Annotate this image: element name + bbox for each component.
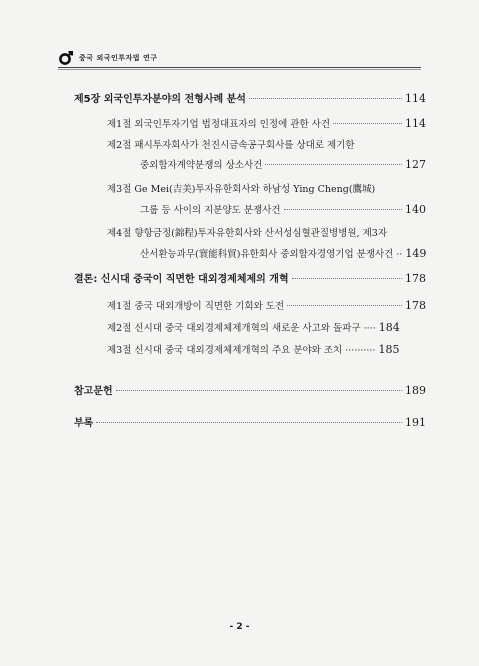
toc-ch5-section-1-page: 114 — [405, 117, 426, 130]
running-header — [58, 50, 158, 66]
header-title: 중국 외국인투자법 연구 — [79, 54, 158, 62]
toc-ch5-section-4-line1[interactable]: 제4절 향항금정(錦程)투자유한회사와 산서성심혈관질병병원, 제3자 — [107, 228, 388, 239]
header-divider — [58, 67, 421, 70]
toc-chapter-5[interactable] — [74, 90, 426, 105]
toc-ch5-section-3-title: 그룹 등 사이의 지분양도 분쟁사건 — [140, 205, 281, 216]
toc-appendix-page: 191 — [405, 416, 426, 429]
toc-ch5-section-3[interactable] — [140, 202, 426, 216]
toc-ch5-section-4[interactable] — [140, 246, 426, 260]
leader-dots — [116, 389, 402, 391]
toc-conclusion-section-3-title: 제3절 신시대 중국 대외경제체제개혁의 주요 분야와 조치 ·········· — [107, 345, 376, 356]
toc-references-page: 189 — [405, 384, 426, 397]
toc-conclusion-page: 178 — [405, 272, 426, 285]
leader-dots — [292, 277, 402, 279]
toc-conclusion[interactable] — [74, 270, 426, 285]
leader-dots — [96, 421, 402, 423]
toc-conclusion-section-2-title: 제2절 신시대 중국 대외경제체제개혁의 새로운 사고와 돌파구 ···· — [107, 323, 376, 334]
page-number: - 2 - — [229, 622, 250, 632]
toc-references-title: 참고문헌 — [74, 386, 113, 397]
leader-dots — [287, 304, 402, 306]
leader-dots — [265, 163, 402, 165]
gender-symbol-icon — [58, 50, 74, 66]
toc-appendix-title: 부록 — [74, 418, 94, 429]
toc-conclusion-section-3[interactable] — [107, 342, 426, 356]
toc-chapter-5-page: 114 — [405, 92, 426, 105]
toc-ch5-section-1-title: 제1절 외국인투자기업 법정대표자의 인정에 관한 사건 — [107, 119, 331, 130]
toc-chapter-5-title: 제5장 외국인투자분야의 전형사례 분석 — [74, 94, 246, 105]
toc-ch5-section-2[interactable] — [140, 157, 426, 171]
toc-ch5-section-4-page: 149 — [405, 247, 427, 260]
toc-ch5-section-2-line1[interactable]: 제2절 패시투자회사가 천진시금속공구회사를 상대로 제기한 — [107, 140, 355, 151]
toc-conclusion-section-1[interactable] — [107, 298, 426, 312]
toc-ch5-section-3-line1[interactable]: 제3절 Ge Mei(吉美)투자유한회사와 하남성 Ying Cheng(鷹城) — [107, 184, 376, 195]
toc-ch5-section-3-page: 140 — [405, 203, 426, 216]
toc-conclusion-section-2[interactable] — [107, 320, 426, 334]
toc-conclusion-title: 결론: 신시대 중국이 직면한 대외경제체제의 개혁 — [74, 274, 289, 285]
toc-ch5-section-4-title: 산서환능과무(寰能科貿)유한회사 중외합자경영기업 분쟁사건 ·· — [140, 249, 403, 260]
leader-dots — [333, 122, 402, 124]
toc-conclusion-section-1-page: 178 — [405, 299, 426, 312]
toc-conclusion-section-2-page: 184 — [378, 321, 400, 334]
leader-dots — [284, 208, 402, 210]
toc-references[interactable] — [74, 382, 426, 397]
toc-ch5-section-2-page: 127 — [405, 158, 426, 171]
toc-ch5-section-1[interactable] — [107, 116, 426, 130]
toc-ch5-section-2-title: 중외합자계약분쟁의 상소사건 — [140, 160, 263, 171]
toc-conclusion-section-1-title: 제1절 중국 대외개방이 직면한 기회와 도전 — [107, 301, 285, 312]
toc-appendix[interactable] — [74, 414, 426, 429]
leader-dots — [249, 97, 402, 99]
toc-conclusion-section-3-page: 185 — [378, 343, 400, 356]
